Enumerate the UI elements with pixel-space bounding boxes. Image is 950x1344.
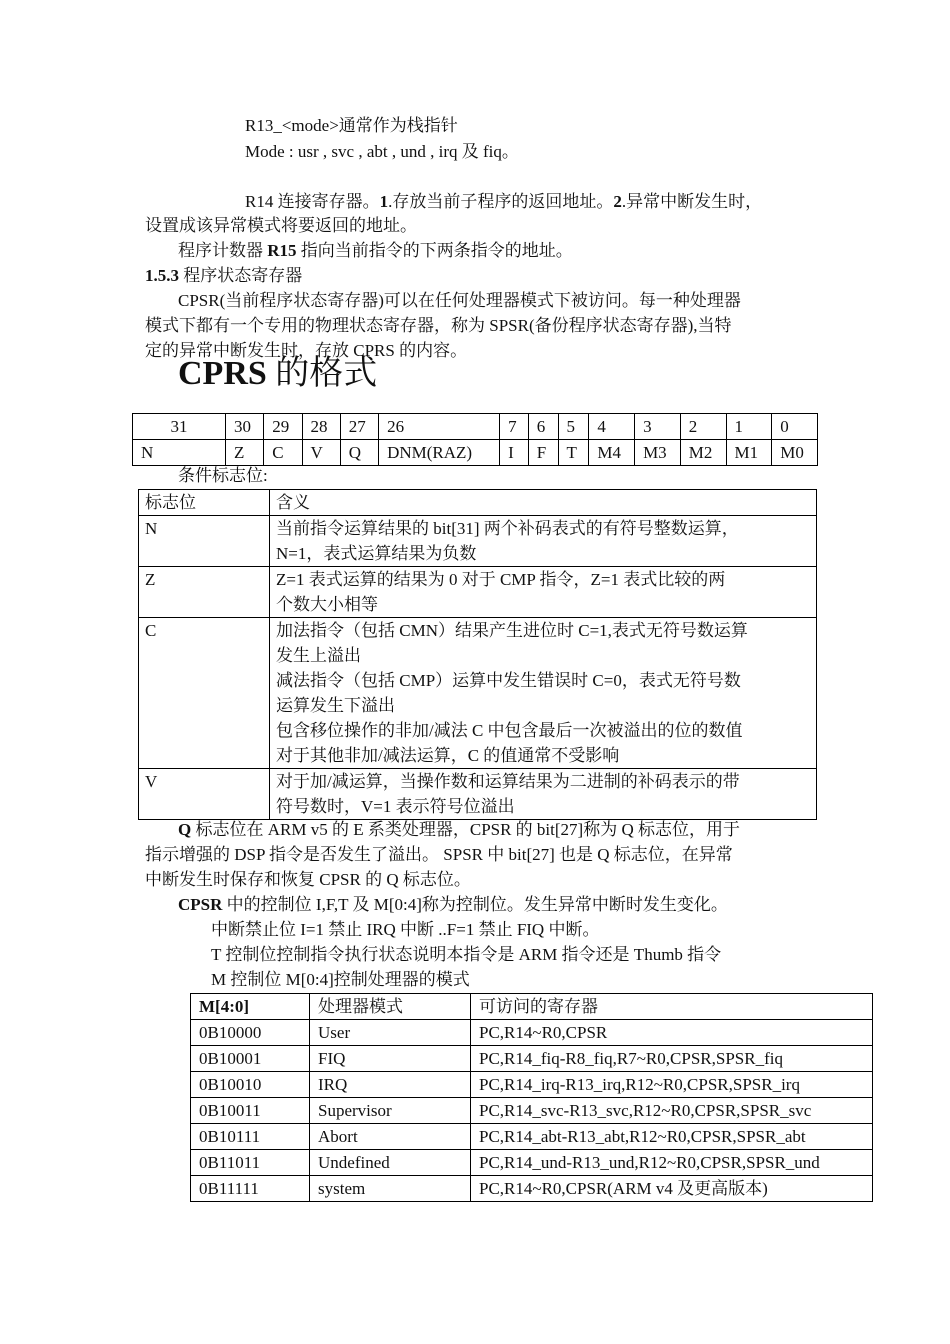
mode-row-abort: [191, 1124, 873, 1150]
section-para-line-3: 定的异常中断发生时，存放 CPRS 的内容。: [145, 341, 468, 360]
mode-registers: PC,R14_und-R13_und,R12~R0,CPSR,SPSR_und: [471, 1150, 873, 1176]
bit-cell: 5: [558, 414, 589, 440]
mode-bits: 0B11111: [191, 1176, 310, 1202]
flag-meaning: [270, 516, 817, 567]
mode-bits: 0B10011: [191, 1098, 310, 1124]
flag-name: N: [139, 516, 270, 567]
flags-row-n: [139, 516, 817, 567]
q-bold: Q: [178, 820, 192, 839]
mode-bits: 0B10111: [191, 1124, 310, 1150]
r14-text-c: .异常中断发生时，: [621, 192, 763, 211]
meaning-line: 对于加/减运算，当操作数和运算结果为二进制的补码表示的带: [276, 772, 740, 791]
bit-cell: 31: [133, 414, 226, 440]
name-cell: M0: [772, 440, 818, 466]
r14-num-1: 1: [379, 192, 389, 211]
mode-row-undefined: [191, 1150, 873, 1176]
flag-name: Z: [139, 567, 270, 618]
bit-cell: 1: [726, 414, 772, 440]
bit-cell: 30: [226, 414, 264, 440]
mode-registers: PC,R14~R0,CPSR: [471, 1020, 873, 1046]
name-cell: Q: [340, 440, 378, 466]
meaning-line: N=1，表式运算结果为负数: [276, 544, 477, 563]
control-line-2: 中断禁止位 I=1 禁止 IRQ 中断 ..F=1 禁止 FIQ 中断。: [211, 920, 600, 939]
mode-name: Abort: [310, 1124, 471, 1150]
mode-bits: 0B10010: [191, 1072, 310, 1098]
meaning-line: 运算发生下溢出: [276, 696, 395, 715]
bit-cell: 2: [680, 414, 726, 440]
mode-registers: PC,R14_irq-R13_irq,R12~R0,CPSR,SPSR_irq: [471, 1072, 873, 1098]
meaning-line: 包含移位操作的非加/减法 C 中包含最后一次被溢出的位的数值: [276, 721, 743, 740]
flags-row-v: [139, 769, 817, 820]
mode-line: Mode : usr , svc , abt , und , irq 及 fiq。: [245, 142, 519, 161]
section-heading: [145, 264, 302, 288]
mode-row-system: [191, 1176, 873, 1202]
bit-cell: 4: [589, 414, 635, 440]
name-cell: C: [264, 440, 302, 466]
r14-num-2: 2: [613, 192, 622, 211]
cpsr-bold: CPSR: [178, 895, 223, 914]
q-para-line-1: [178, 818, 740, 842]
mode-registers: PC,R14_abt-R13_abt,R12~R0,CPSR,SPSR_abt: [471, 1124, 873, 1150]
modes-header-mode: 处理器模式: [310, 994, 471, 1020]
flag-name: C: [139, 618, 270, 769]
format-title: [178, 352, 377, 396]
condition-flags-label: 条件标志位:: [178, 466, 268, 485]
control-line-3: T 控制位控制指令执行状态说明本指令是 ARM 指令还是 Thumb 指令: [211, 945, 722, 964]
register-names-row: [133, 440, 818, 466]
mode-name: system: [310, 1176, 471, 1202]
q-para-line-3: 中断发生时保存和恢复 CPSR 的 Q 标志位。: [145, 870, 471, 889]
modes-header-registers: 可访问的寄存器: [471, 994, 873, 1020]
r14-text-b: .存放当前子程序的返回地址。: [388, 192, 614, 211]
control-text-1: 中的控制位 I,F,T 及 M[0:4]称为控制位。发生异常中断时发生变化。: [222, 895, 728, 914]
flag-meaning: [270, 618, 817, 769]
mode-row-supervisor: [191, 1098, 873, 1124]
pc-text-c: 指向当前指令的下两条指令的地址。: [296, 241, 573, 260]
flags-row-c: [139, 618, 817, 769]
bit-cell: 26: [379, 414, 500, 440]
name-cell: M4: [589, 440, 635, 466]
mode-registers: PC,R14_fiq-R8_fiq,R7~R0,CPSR,SPSR_fiq: [471, 1046, 873, 1072]
r13-line: R13_<mode>通常作为栈指针: [245, 116, 458, 135]
bit-cell: 0: [772, 414, 818, 440]
format-title-rest: 的格式: [266, 355, 378, 392]
bit-cell: 29: [264, 414, 302, 440]
flags-table: [138, 489, 817, 820]
flag-name: V: [139, 769, 270, 820]
modes-header-bits: M[4:0]: [191, 994, 310, 1020]
flags-header-flag: 标志位: [139, 490, 270, 516]
r14-line: [245, 190, 762, 214]
mode-name: FIQ: [310, 1046, 471, 1072]
bit-cell: 7: [500, 414, 529, 440]
register-bits-row: [133, 414, 818, 440]
mode-name: IRQ: [310, 1072, 471, 1098]
modes-header-row: [191, 994, 873, 1020]
name-cell: N: [133, 440, 226, 466]
section-title: 程序状态寄存器: [179, 266, 303, 285]
mode-bits: 0B10001: [191, 1046, 310, 1072]
section-number: 1.5.3: [145, 266, 179, 285]
name-cell: DNM(RAZ): [379, 440, 500, 466]
mode-row-user: [191, 1020, 873, 1046]
meaning-line: 加法指令（包括 CMN）结果产生进位时 C=1,表式无符号数运算: [276, 621, 748, 640]
section-para-line-1: CPSR(当前程序状态寄存器)可以在任何处理器模式下被访问。每一种处理器: [178, 291, 741, 310]
pc-text-a: 程序计数器: [178, 241, 268, 260]
mode-name: User: [310, 1020, 471, 1046]
meaning-line: 当前指令运算结果的 bit[31] 两个补码表式的有符号整数运算，: [276, 519, 739, 538]
name-cell: V: [302, 440, 340, 466]
mode-bits: 0B10000: [191, 1020, 310, 1046]
name-cell: M2: [680, 440, 726, 466]
name-cell: T: [558, 440, 589, 466]
name-cell: F: [528, 440, 558, 466]
q-text-1: 标志位在 ARM v5 的 E 系类处理器，CPSR 的 bit[27]称为 Q 标志位，用于: [191, 820, 740, 839]
name-cell: M1: [726, 440, 772, 466]
mode-bits: 0B11011: [191, 1150, 310, 1176]
name-cell: Z: [226, 440, 264, 466]
mode-name: Supervisor: [310, 1098, 471, 1124]
control-line-4: M 控制位 M[0:4]控制处理器的模式: [211, 970, 470, 989]
meaning-line: 发生上溢出: [276, 646, 361, 665]
bit-cell: 27: [340, 414, 378, 440]
section-para-line-2: 模式下都有一个专用的物理状态寄存器，称为 SPSR(备份程序状态寄存器),当特: [145, 316, 732, 335]
pc-line: [178, 239, 573, 263]
meaning-line: 对于其他非加/减法运算，C 的值通常不受影响: [276, 746, 620, 765]
flag-meaning: [270, 567, 817, 618]
flags-row-z: [139, 567, 817, 618]
r14-line-2: 设置成该异常模式将要返回的地址。: [145, 216, 417, 235]
meaning-line: 减法指令（包括 CMP）运算中发生错误时 C=0，表式无符号数: [276, 671, 741, 690]
bit-cell: 28: [302, 414, 340, 440]
r14-text-a: R14 连接寄存器。: [245, 192, 380, 211]
mode-registers: PC,R14_svc-R13_svc,R12~R0,CPSR,SPSR_svc: [471, 1098, 873, 1124]
q-para-line-2: 指示增强的 DSP 指令是否发生了溢出。 SPSR 中 bit[27] 也是 Q 标志位，在异常: [145, 845, 733, 864]
mode-name: Undefined: [310, 1150, 471, 1176]
register-bit-table: [132, 413, 818, 466]
control-line-1: [178, 893, 728, 917]
meaning-line: 个数大小相等: [276, 595, 378, 614]
flags-header-row: [139, 490, 817, 516]
name-cell: I: [500, 440, 529, 466]
flag-meaning: [270, 769, 817, 820]
bit-cell: 3: [635, 414, 681, 440]
mode-row-fiq: [191, 1046, 873, 1072]
meaning-line: Z=1 表式运算的结果为 0 对于 CMP 指令，Z=1 表式比较的两: [276, 570, 726, 589]
meaning-line: 符号数时，V=1 表示符号位溢出: [276, 797, 515, 816]
mode-row-irq: [191, 1072, 873, 1098]
pc-r15: R15: [267, 241, 297, 260]
mode-registers: PC,R14~R0,CPSR(ARM v4 及更高版本): [471, 1176, 873, 1202]
modes-table: [190, 993, 873, 1202]
flags-header-meaning: 含义: [270, 490, 817, 516]
format-title-bold: CPRS: [178, 355, 267, 392]
bit-cell: 6: [528, 414, 558, 440]
name-cell: M3: [635, 440, 681, 466]
